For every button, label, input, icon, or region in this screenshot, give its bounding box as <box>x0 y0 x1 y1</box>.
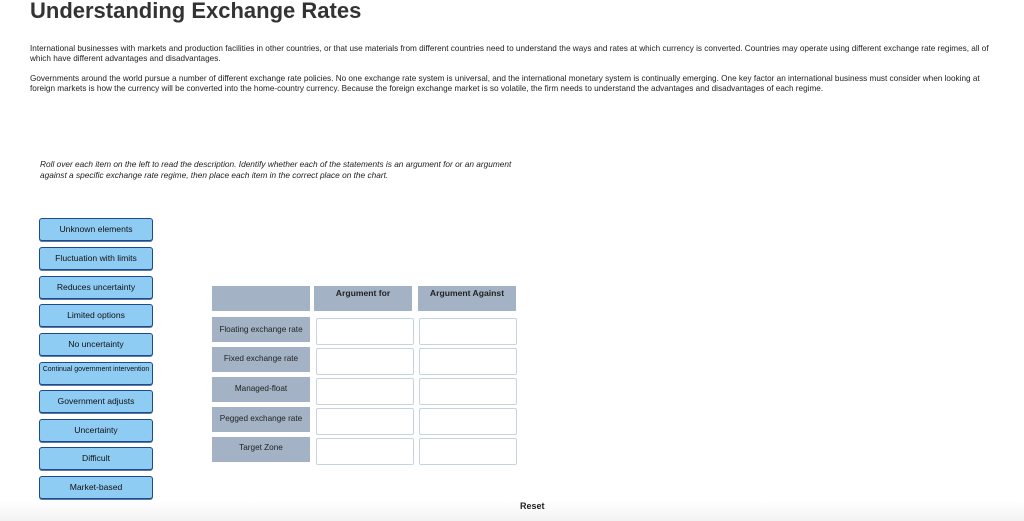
drag-item-continual-government-intervention[interactable]: Continual government intervention <box>39 362 153 385</box>
drop-zone-target-zone-for[interactable] <box>316 438 414 465</box>
bottom-fade <box>0 501 1024 521</box>
drop-zone-fixed-against[interactable] <box>419 348 517 375</box>
row-label-fixed-exchange-rate: Fixed exchange rate <box>212 347 310 372</box>
drop-zone-pegged-against[interactable] <box>419 408 517 435</box>
drop-zone-target-zone-against[interactable] <box>419 438 517 465</box>
header-argument-against: Argument Against <box>418 286 516 311</box>
instructions-text: Roll over each item on the left to read the description. Identify whether each of the statements is an argument for or an argument against a specific exchange rate regime, then place each item in the correct place on the chart. <box>40 159 512 180</box>
drag-item-market-based[interactable]: Market-based <box>39 476 153 499</box>
intro-paragraph-2: Governments around the world pursue a number of different exchange rate policies. No one exchange rate system is universal, and the international monetary system is continually emerging. One key factor an international business must consider when looking at foreign markets is how the currency will be converted into the home-country currency. Because the foreign exchange market is so volatile, the firm needs to understand the advantages and disadvantages of each regime. <box>30 74 980 93</box>
row-label-managed-float: Managed-float <box>212 377 310 402</box>
drag-item-uncertainty[interactable]: Uncertainty <box>39 419 153 442</box>
drag-item-unknown-elements[interactable]: Unknown elements <box>39 218 153 241</box>
drop-zone-managed-float-for[interactable] <box>316 378 414 405</box>
drag-item-no-uncertainty[interactable]: No uncertainty <box>39 333 153 356</box>
drag-item-difficult[interactable]: Difficult <box>39 447 153 470</box>
chart-header-blank <box>212 286 310 311</box>
drop-zone-fixed-for[interactable] <box>316 348 414 375</box>
intro-paragraph-1: International businesses with markets and production facilities in other countries, or that use materials from different countries need to understand the ways and rates at which currency is converted. Countries may operate using different exchange rate regimes, all of which have different advantages and disadvantages. <box>30 44 989 63</box>
row-label-pegged-exchange-rate: Pegged exchange rate <box>212 407 310 432</box>
drop-zone-floating-against[interactable] <box>419 318 517 345</box>
row-label-target-zone: Target Zone <box>212 437 310 462</box>
drag-item-government-adjusts[interactable]: Government adjusts <box>39 390 153 413</box>
drop-zone-managed-float-against[interactable] <box>419 378 517 405</box>
reset-button[interactable]: Reset <box>520 501 545 511</box>
drop-zone-pegged-for[interactable] <box>316 408 414 435</box>
header-argument-for: Argument for <box>314 286 412 311</box>
drag-item-fluctuation-with-limits[interactable]: Fluctuation with limits <box>39 247 153 270</box>
drag-item-limited-options[interactable]: Limited options <box>39 304 153 327</box>
page-title: Understanding Exchange Rates <box>30 0 362 23</box>
row-label-floating-exchange-rate: Floating exchange rate <box>212 317 310 342</box>
drop-zone-floating-for[interactable] <box>316 318 414 345</box>
drag-item-reduces-uncertainty[interactable]: Reduces uncertainty <box>39 276 153 299</box>
